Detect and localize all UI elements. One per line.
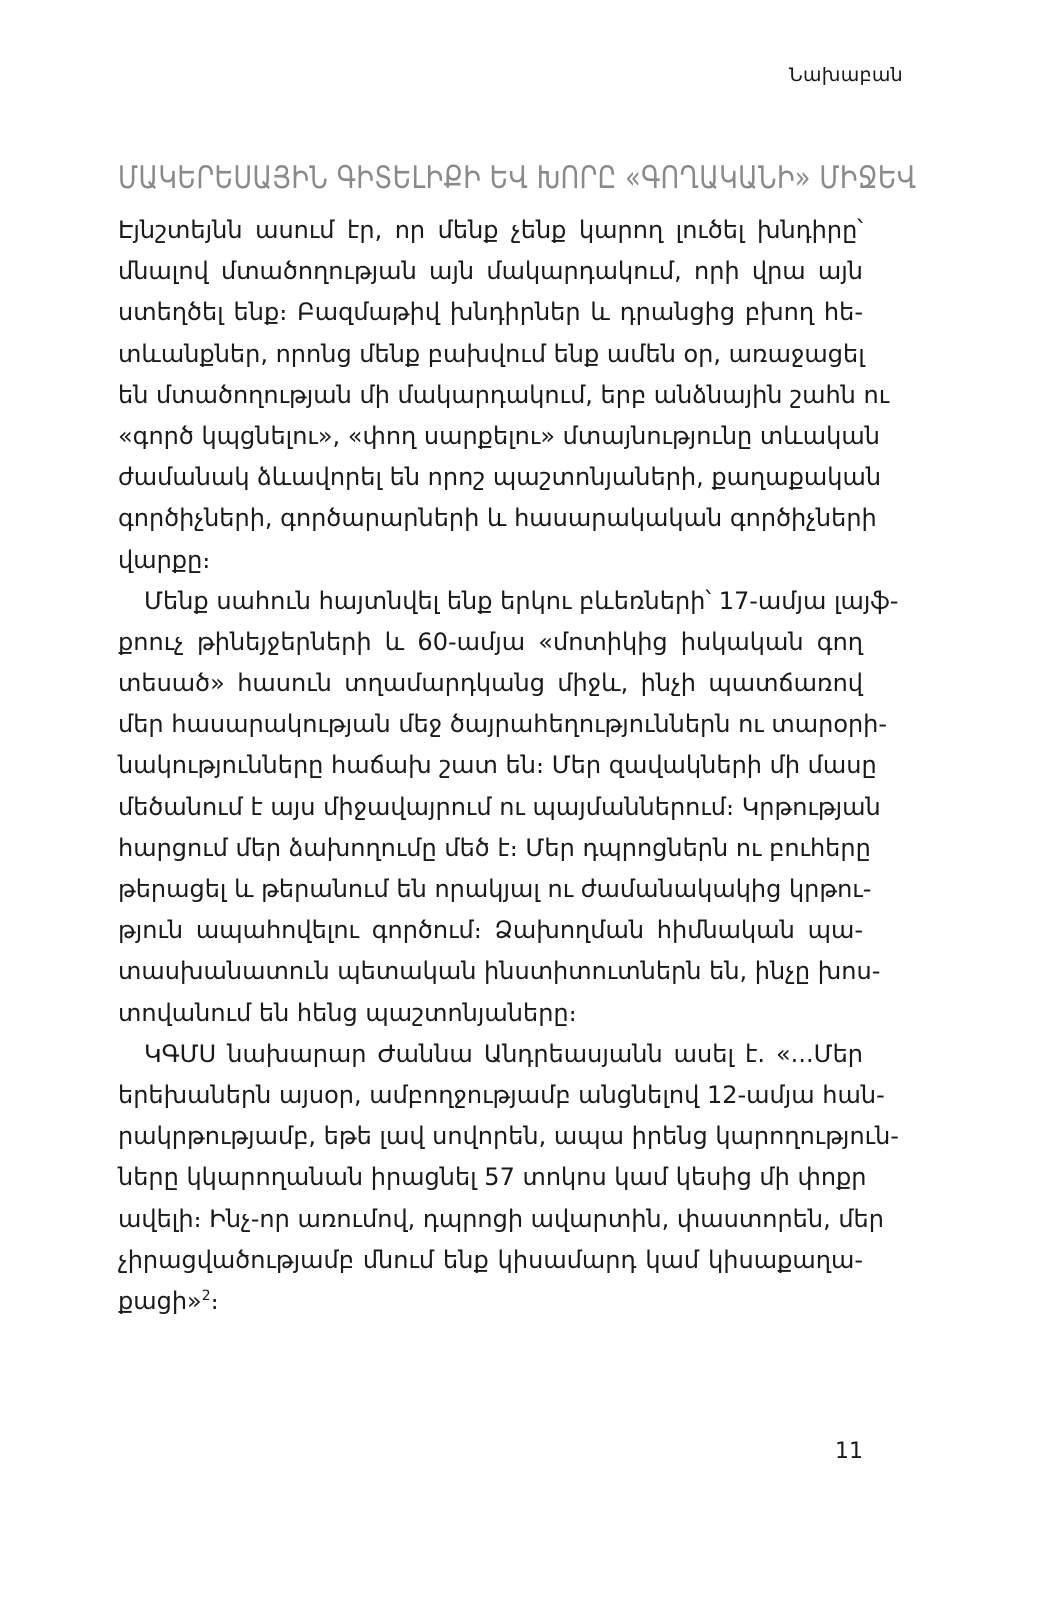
text-line: ստեղծել ենք։ Բազմաթիվ խնդիրներ և դրանցից բխող հե- <box>118 298 863 327</box>
text-line: մնալով մտածողության այն մակարդակում, որի վրա այն <box>118 257 863 286</box>
section-heading: ՄԱԿԵՐԵՍԱՅԻՆ ԳԻՏԵԼԻՔԻ ԵՎ ԽՈՐԸ «ԳՈՂԱԿԱՆԻ» ՄԻՋԵՎ <box>118 160 917 196</box>
text-line: են մտածողության մի մակարդակում, երբ անձնային շահն ու <box>118 380 890 409</box>
final-punctuation: ։ <box>210 1286 219 1315</box>
text-line: տեսած» հասուն տղամարդկանց միջև, ինչի պատճառով <box>118 669 863 698</box>
text-line: տասխանատուն պետական ինստիտուտներն են, ինչը խոս- <box>118 957 881 986</box>
text-line: քոուչ թինեյջերների և 60-ամյա «մոտիկից իսկական գող <box>118 627 863 656</box>
text-line: չիրացվածությամբ մնում ենք կիսամարդ կամ կիսաքաղա- <box>118 1245 863 1274</box>
text-line: մեր հասարակության մեջ ծայրահեղություններն ու տարօրի- <box>118 710 888 739</box>
text-line: Էյնշտեյնն ասում էր, որ մենք չենք կարող լուծել խնդիրը՝ <box>118 216 863 244</box>
final-line-text: քացի» <box>118 1286 202 1315</box>
footnote-reference[interactable]: 2 <box>201 1287 211 1304</box>
text-line: Մենք սահուն հայտնվել ենք երկու բևեռների՝ 17-ամյա լայֆ- <box>144 586 899 615</box>
paragraph <box>118 581 899 1034</box>
paragraph <box>118 210 890 581</box>
text-line: թյուն ապահովելու գործում։ Ձախողման հիմնական պա- <box>118 916 863 945</box>
text-line: գործիչների, գործարարների և հասարակական գործիչների <box>118 504 877 533</box>
body-text <box>118 210 899 1322</box>
text-line: վարքը։ <box>118 545 211 574</box>
text-line: ավելի։ Ինչ-որ առումով, դպրոցի ավարտին, փաստորեն, մեր <box>118 1204 884 1233</box>
running-header: Նախաբան <box>788 64 903 86</box>
text-line: րակրթությամբ, եթե լավ սովորեն, ապա իրենց կարողություն- <box>118 1122 899 1151</box>
text-line: ժամանակ ձևավորել են որոշ պաշտոնյաների, քաղաքական <box>118 463 882 492</box>
text-line: տևանքներ, որոնց մենք բախվում ենք ամեն օր, առաջացել <box>118 339 865 368</box>
text-line: նակությունները հաճախ շատ են։ Մեր զավակների մի մասը <box>118 751 877 780</box>
text-line: ԿԳՄՍ նախարար Ժաննա Անդրեասյանն ասել է. «...Մեր <box>144 1039 863 1068</box>
page-number: 11 <box>835 1439 863 1464</box>
text-line-final <box>118 1281 863 1322</box>
text-line: հարցում մեր ձախողումը մեծ է։ Մեր դպրոցներն ու բուհերը <box>118 833 871 862</box>
text-line: «գործ կպցնելու», «փող սարքելու» մտայնությունը տևական <box>118 421 880 450</box>
text-line: մեծանում է այս միջավայրում ու պայմաններում։ Կրթության <box>118 792 881 821</box>
paragraph <box>118 1034 899 1322</box>
text-line: տովանում են հենց պաշտոնյաները։ <box>118 998 577 1027</box>
text-line: թերացել և թերանում են որակյալ ու ժամանակակից կրթու- <box>118 875 872 903</box>
text-line: երեխաներն այսօր, ամբողջությամբ անցնելով 12-ամյա հան- <box>118 1080 885 1109</box>
text-line: ները կկարողանան իրացնել 57 տոկոս կամ կեսից մի փոքր <box>118 1163 867 1192</box>
